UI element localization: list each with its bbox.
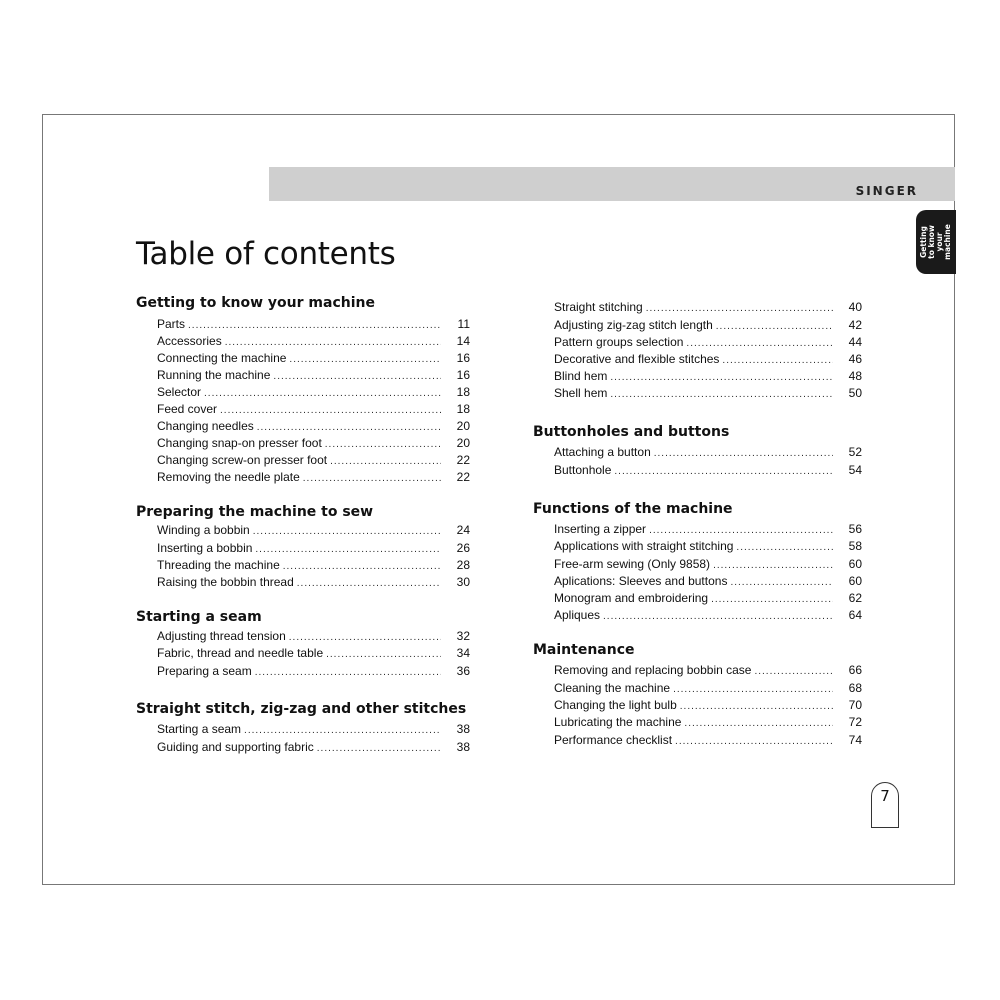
leader-dots	[289, 354, 441, 365]
toc-entry-label: Inserting a zipper	[554, 522, 647, 536]
toc-entry[interactable]	[554, 461, 862, 477]
leader-dots	[713, 560, 833, 571]
toc-entry-label: Changing needles	[157, 419, 254, 433]
toc-entry-label: Accessories	[157, 334, 222, 348]
toc-entry-page: 46	[848, 352, 862, 366]
toc-entry-page: 22	[456, 470, 470, 484]
toc-entry-label: Monogram and embroidering	[554, 591, 709, 605]
toc-entry[interactable]	[157, 315, 470, 331]
toc-entry[interactable]	[157, 556, 470, 572]
toc-entry-label: Changing snap-on presser foot	[157, 436, 322, 450]
toc-entry-label: Cleaning the machine	[554, 681, 671, 695]
section-title-functions: Functions of the machine	[533, 501, 733, 517]
toc-entry[interactable]	[157, 451, 470, 467]
toc-entry-page: 24	[456, 523, 470, 537]
toc-entry-page: 60	[848, 557, 862, 571]
leader-dots	[673, 684, 833, 695]
toc-entry-page: 30	[456, 575, 470, 589]
toc-entry[interactable]	[157, 738, 470, 754]
toc-entry-label: Decorative and flexible stitches	[554, 352, 720, 366]
leader-dots	[680, 701, 833, 712]
toc-entry-label: Changing the light bulb	[554, 698, 677, 712]
toc-entry[interactable]	[157, 417, 470, 433]
manual-page	[42, 114, 955, 885]
toc-entry[interactable]	[554, 679, 862, 695]
toc-entry-page: 16	[456, 351, 470, 365]
leader-dots	[220, 405, 441, 416]
toc-entry[interactable]	[157, 573, 470, 589]
toc-entry[interactable]	[554, 713, 862, 729]
toc-entry-label: Adjusting zig-zag stitch length	[554, 318, 713, 332]
leader-dots	[654, 448, 833, 459]
toc-entry-label: Lubricating the machine	[554, 715, 682, 729]
section-title-maintenance: Maintenance	[533, 642, 635, 658]
leader-dots	[283, 561, 441, 572]
toc-entry-label: Selector	[157, 385, 202, 399]
toc-entry-page: 62	[848, 591, 862, 605]
leader-dots	[225, 337, 441, 348]
section-title-stitches: Straight stitch, zig-zag and other stitches	[136, 701, 467, 717]
toc-entry-page: 58	[848, 539, 862, 553]
page-title: Table of contents	[136, 236, 396, 272]
toc-entry-label: Buttonhole	[554, 463, 612, 477]
leader-dots	[675, 736, 833, 747]
toc-entry-label: Straight stitching	[554, 300, 643, 314]
toc-entry-page: 18	[456, 402, 470, 416]
toc-entry-page: 50	[848, 386, 862, 400]
leader-dots	[649, 525, 833, 536]
toc-entry[interactable]	[554, 555, 862, 571]
toc-entry-page: 72	[848, 715, 862, 729]
toc-entry-page: 48	[848, 369, 862, 383]
toc-entry[interactable]	[157, 521, 470, 537]
toc-entry-page: 18	[456, 385, 470, 399]
toc-entry[interactable]	[157, 720, 470, 736]
leader-dots	[317, 743, 441, 754]
leader-dots	[204, 388, 441, 399]
toc-entry-label: Apliques	[554, 608, 601, 622]
leader-dots	[711, 594, 833, 605]
leader-dots	[610, 389, 833, 400]
toc-entry-label: Winding a bobbin	[157, 523, 250, 537]
toc-entry[interactable]	[554, 696, 862, 712]
toc-entry-page: 34	[456, 646, 470, 660]
toc-entry-page: 16	[456, 368, 470, 382]
leader-dots	[736, 542, 833, 553]
toc-entry[interactable]	[554, 316, 862, 332]
leader-dots	[330, 456, 441, 467]
toc-entry-page: 44	[848, 335, 862, 349]
toc-entry[interactable]	[554, 606, 862, 622]
toc-entry-page: 70	[848, 698, 862, 712]
toc-entry-page: 36	[456, 664, 470, 678]
header-bar	[269, 167, 955, 201]
leader-dots	[614, 466, 833, 477]
toc-entry-page: 20	[456, 436, 470, 450]
toc-entry-page: 42	[848, 318, 862, 332]
toc-entry-label: Parts	[157, 317, 186, 331]
toc-entry[interactable]	[554, 333, 862, 349]
toc-entry-label: Aplications: Sleeves and buttons	[554, 574, 728, 588]
toc-entry-page: 74	[848, 733, 862, 747]
toc-entry-page: 26	[456, 541, 470, 555]
leader-dots	[684, 718, 833, 729]
toc-entry-page: 28	[456, 558, 470, 572]
leader-dots	[722, 355, 833, 366]
toc-entry-label: Applications with straight stitching	[554, 539, 734, 553]
chapter-side-tab	[916, 210, 956, 274]
toc-entry-label: Removing and replacing bobbin case	[554, 663, 752, 677]
toc-entry-label: Adjusting thread tension	[157, 629, 286, 643]
toc-entry-label: Feed cover	[157, 402, 218, 416]
toc-entry-page: 22	[456, 453, 470, 467]
page-number: 7	[871, 782, 899, 828]
toc-entry-page: 68	[848, 681, 862, 695]
toc-entry-label: Guiding and supporting fabric	[157, 740, 314, 754]
toc-entry[interactable]	[157, 332, 470, 348]
leader-dots	[188, 320, 441, 331]
leader-dots	[686, 338, 833, 349]
leader-dots	[257, 422, 441, 433]
toc-entry-page: 40	[848, 300, 862, 314]
leader-dots	[646, 303, 833, 314]
toc-entry-page: 11	[457, 317, 470, 331]
toc-entry-label: Connecting the machine	[157, 351, 287, 365]
leader-dots	[297, 578, 441, 589]
toc-entry-label: Running the machine	[157, 368, 271, 382]
leader-dots	[253, 526, 441, 537]
toc-entry[interactable]	[157, 627, 470, 643]
brand-logo: SINGER	[855, 184, 918, 198]
toc-entry[interactable]	[554, 384, 862, 400]
toc-entry-label: Inserting a bobbin	[157, 541, 253, 555]
section-title-starting-seam: Starting a seam	[136, 609, 262, 625]
toc-entry-page: 52	[848, 445, 862, 459]
toc-entry-page: 38	[456, 740, 470, 754]
leader-dots	[325, 439, 441, 450]
toc-entry-page: 60	[848, 574, 862, 588]
toc-entry[interactable]	[554, 572, 862, 588]
toc-entry-page: 64	[848, 608, 862, 622]
toc-entry[interactable]	[157, 366, 470, 382]
leader-dots	[603, 611, 833, 622]
leader-dots	[326, 649, 441, 660]
toc-entry-label: Blind hem	[554, 369, 608, 383]
toc-entry[interactable]	[157, 662, 470, 678]
leader-dots	[273, 371, 441, 382]
leader-dots	[244, 725, 441, 736]
toc-entry-page: 32	[456, 629, 470, 643]
toc-entry-page: 56	[848, 522, 862, 536]
toc-entry-page: 20	[456, 419, 470, 433]
toc-entry-label: Shell hem	[554, 386, 608, 400]
chapter-side-tab-label: Getting to know your machine	[919, 224, 952, 260]
section-title-getting-to-know: Getting to know your machine	[136, 295, 375, 311]
toc-entry[interactable]	[554, 661, 862, 677]
toc-entry[interactable]	[554, 520, 862, 536]
toc-entry-label: Performance checklist	[554, 733, 673, 747]
toc-entry-label: Changing screw-on presser foot	[157, 453, 328, 467]
toc-entry-label: Removing the needle plate	[157, 470, 300, 484]
toc-entry[interactable]	[554, 537, 862, 553]
toc-entry[interactable]	[554, 589, 862, 605]
toc-entry-label: Pattern groups selection	[554, 335, 684, 349]
toc-entry-page: 66	[848, 663, 862, 677]
toc-entry[interactable]	[157, 468, 470, 484]
toc-entry-label: Raising the bobbin thread	[157, 575, 294, 589]
toc-entry-label: Attaching a button	[554, 445, 651, 459]
toc-entry-page: 38	[456, 722, 470, 736]
toc-entry[interactable]	[157, 400, 470, 416]
section-title-buttonholes: Buttonholes and buttons	[533, 424, 730, 440]
leader-dots	[255, 544, 441, 555]
leader-dots	[303, 473, 441, 484]
section-title-preparing: Preparing the machine to sew	[136, 504, 374, 520]
toc-entry-page: 54	[848, 463, 862, 477]
leader-dots	[610, 372, 833, 383]
toc-entry[interactable]	[157, 644, 470, 660]
toc-entry[interactable]	[157, 383, 470, 399]
toc-entry[interactable]	[157, 434, 470, 450]
leader-dots	[255, 667, 441, 678]
leader-dots	[730, 577, 833, 588]
toc-entry[interactable]	[554, 350, 862, 366]
leader-dots	[289, 632, 441, 643]
toc-entry[interactable]	[554, 731, 862, 747]
toc-entry-label: Free-arm sewing (Only 9858)	[554, 557, 711, 571]
toc-entry[interactable]	[157, 349, 470, 365]
toc-entry-page: 14	[456, 334, 470, 348]
leader-dots	[754, 666, 833, 677]
toc-entry-label: Fabric, thread and needle table	[157, 646, 324, 660]
toc-entry[interactable]	[554, 367, 862, 383]
toc-entry-label: Preparing a seam	[157, 664, 252, 678]
leader-dots	[716, 321, 833, 332]
toc-entry-label: Starting a seam	[157, 722, 242, 736]
toc-entry[interactable]	[157, 539, 470, 555]
toc-entry[interactable]	[554, 298, 862, 314]
toc-entry[interactable]	[554, 443, 862, 459]
toc-entry-label: Threading the machine	[157, 558, 280, 572]
